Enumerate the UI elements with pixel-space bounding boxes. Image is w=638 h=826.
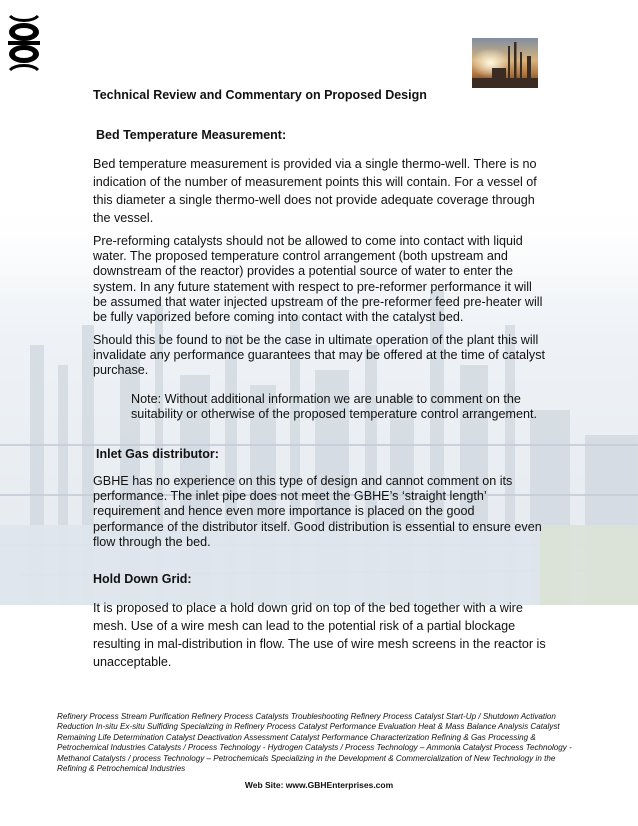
section-heading-bed-temperature: Bed Temperature Measurement:: [96, 128, 287, 142]
section-heading-inlet-gas: Inlet Gas distributor:: [96, 447, 219, 461]
refinery-photo: [472, 38, 538, 88]
footer-services: Refinery Process Stream Purification Refinery Process Catalysts Troubleshooting Refinery Process Catalyst Start-Up / Shutdown Activation Reduction In-situ Ex-situ Sulfiding Specializing in Refinery Process Catalyst Performance Evaluation Heat & Mass Balance Analysis Catalyst Remaining Life Determination Catalyst Deactivation Assessment Catalyst Performance Characterization Refining & Gas Processing & Petrochemical Industries Catalysts / Process Technology - Hydrogen Catalysts / Process Technology – Ammonia Catalyst Process Technology - Methanol Catalysts / process Technology – Petrochemicals Specializing in the Development & Commercialization of New Technology in the Refining & Petrochemical Industries: [57, 712, 572, 774]
paragraph-bed-temp-2: Pre-reforming catalysts should not be allowed to come into contact with liquid water. The proposed temperature control arrangement (both upstream and downstream of the reactor) provides a potential source of water to enter the system. In any future statement with respect to pre-reformer performance it will be assumed that water injected upstream of the pre-reformer feed pre-heater will be fully vaporized before coming into contact with the catalyst bed.: [93, 234, 543, 325]
paragraph-bed-temp-1: Bed temperature measurement is provided via a single thermo-well. There is no indication of the number of measurement points this will contain. For a vessel of this diameter a single thermo-well does not provide adequate coverage through the vessel.: [93, 157, 537, 225]
page-title: Technical Review and Commentary on Proposed Design: [93, 88, 427, 102]
paragraph-hold-down-grid: It is proposed to place a hold down grid on top of the bed together with a wire mesh. Use of a wire mesh can lead to the potential risk of a partial blockage resulting in mal-distribution in flow. The use of wire mesh screens in the reactor is unacceptable.: [93, 601, 546, 669]
note-temperature-control: Note: Without additional information we are unable to comment on the suitability or otherwise of the proposed temperature control arrangement.: [131, 392, 538, 422]
company-logo: [4, 12, 44, 74]
paragraph-bed-temp-3: Should this be found to not be the case in ultimate operation of the plant this will invalidate any performance guarantees that may be offered at the time of catalyst purchase.: [93, 333, 546, 378]
paragraph-inlet-gas: GBHE has no experience on this type of design and cannot comment on its performance. The inlet pipe does not meet the GBHE’s ‘straight length’ requirement and hence even more importance is placed on the good performance of the distributor itself. Good distribution is essential to ensure even flow through the bed.: [93, 474, 542, 549]
section-heading-hold-down-grid: Hold Down Grid:: [93, 572, 192, 586]
footer-website: Web Site: www.GBHEnterprises.com: [244, 780, 394, 790]
